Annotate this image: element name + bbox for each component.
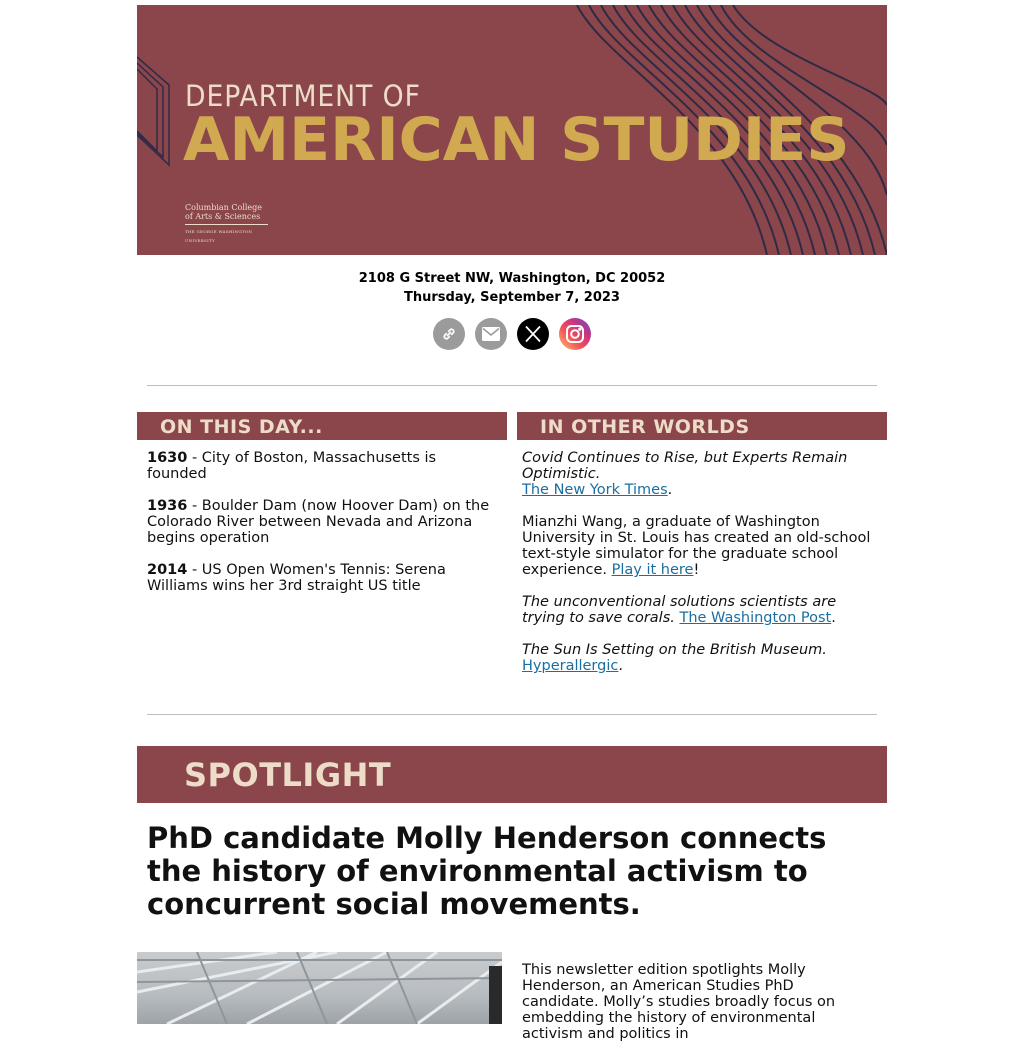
college-line1: Columbian College xyxy=(185,203,263,212)
college-line2: of Arts & Sciences xyxy=(185,212,261,221)
on-this-day-header xyxy=(137,412,507,440)
header-banner xyxy=(137,5,887,255)
play-it-here-link[interactable]: Play it here xyxy=(611,562,694,578)
list-item: 1936 - Boulder Dam (now Hoover Dam) on the Colorado River between Nevada and Arizona begins operation xyxy=(147,498,490,546)
spotlight-title: SPOTLIGHT xyxy=(184,756,392,794)
hyperallergic-link[interactable]: Hyperallergic xyxy=(522,658,619,674)
list-item: Covid Continues to Rise, but Experts Remain Optimistic. The New York Times. xyxy=(522,450,848,498)
divider xyxy=(147,385,877,386)
spotlight-headline: PhD candidate Molly Henderson connects the history of environmental activism to concurrent social movements. xyxy=(147,821,827,921)
college-line3: THE GEORGE WASHINGTON UNIVERSITY xyxy=(185,224,268,245)
instagram-icon[interactable] xyxy=(559,318,591,350)
list-item: 2014 - US Open Women's Tennis: Serena Williams wins her 3rd straight US title xyxy=(147,562,446,594)
list-item: 1630 - City of Boston, Massachusetts is founded xyxy=(147,450,437,482)
address-block xyxy=(137,269,887,307)
nyt-link[interactable]: The New York Times xyxy=(522,482,668,498)
divider xyxy=(147,714,877,715)
banner-title: AMERICAN STUDIES xyxy=(183,105,850,175)
on-this-day-title: ON THIS DAY... xyxy=(160,416,323,438)
list-item: The unconventional solutions scientists are trying to save corals. The Washington Post. xyxy=(522,594,837,626)
address: 2108 G Street NW, Washington, DC 20052 xyxy=(358,271,666,286)
issue-date: Thursday, September 7, 2023 xyxy=(404,290,620,305)
on-this-day-list xyxy=(147,450,499,610)
list-item: The Sun Is Setting on the British Museum. Hyperallergic. xyxy=(522,642,827,674)
other-worlds-header xyxy=(517,412,887,440)
spotlight-header xyxy=(137,746,887,803)
washington-post-link[interactable]: The Washington Post xyxy=(679,610,832,626)
other-worlds-list xyxy=(522,450,880,690)
x-icon[interactable] xyxy=(517,318,549,350)
college-logo xyxy=(185,203,268,245)
list-item: Mianzhi Wang, a graduate of Washington University in St. Louis has created an old-school text-style simulator for the graduate school experience. Play it here! xyxy=(522,514,871,578)
link-icon[interactable] xyxy=(433,318,465,350)
email-icon[interactable] xyxy=(475,318,507,350)
photo-ceiling-trusses xyxy=(137,952,502,1024)
spotlight-photo xyxy=(137,952,502,1024)
spotlight-intro: This newsletter edition spotlights Molly Henderson, an American Studies PhD candidate. Molly’s studies broadly focus on embedding the history of environmental activism and politics in xyxy=(522,962,836,1042)
banner-line1: DEPARTMENT OF xyxy=(185,79,421,113)
other-worlds-title: IN OTHER WORLDS xyxy=(540,416,750,438)
